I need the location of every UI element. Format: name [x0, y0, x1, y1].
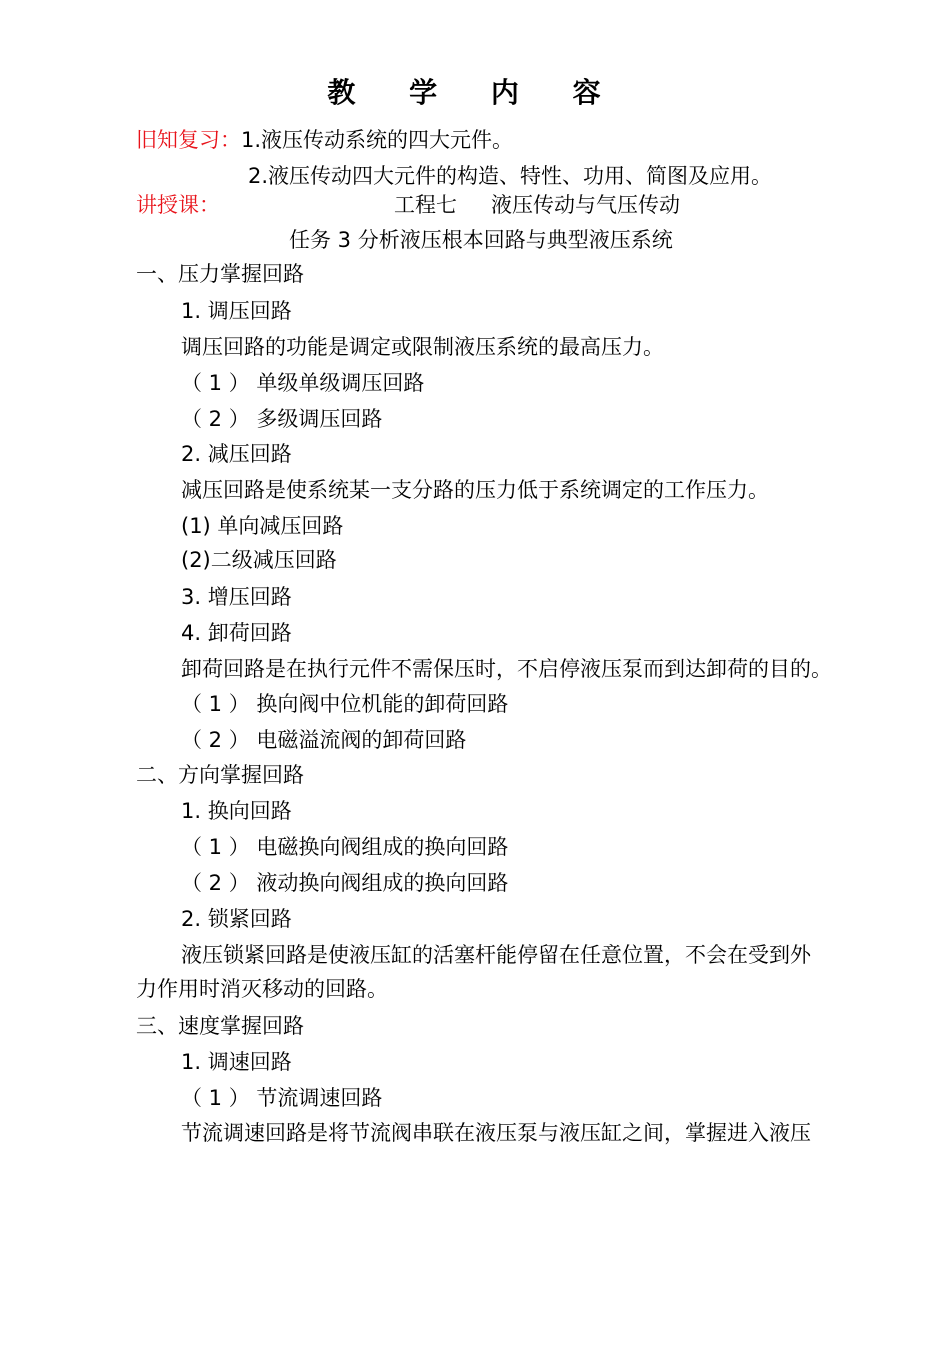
- list-item: (2)二级减压回路: [181, 548, 337, 572]
- paragraph: 卸荷回路是在执行元件不需保压时，不启停液压泵而到达卸荷的目的。: [181, 657, 832, 681]
- list-item: （ 1 ） 电磁换向阀组成的换向回路: [181, 835, 509, 859]
- lecture-label: 讲授课：: [136, 193, 220, 217]
- list-item: （ 1 ） 换向阀中位机能的卸荷回路: [181, 692, 509, 716]
- list-item: （ 2 ） 多级调压回路: [181, 407, 383, 431]
- review-line-1: [136, 126, 513, 154]
- paragraph: 调压回路的功能是调定或限制液压系统的最高压力。: [181, 335, 664, 359]
- section-heading: 一、压力掌握回路: [136, 262, 304, 286]
- section-heading: 三、速度掌握回路: [136, 1014, 304, 1038]
- project-heading: [394, 191, 680, 219]
- list-item: （ 2 ） 液动换向阀组成的换向回路: [181, 871, 509, 895]
- list-item: （ 2 ） 电磁溢流阀的卸荷回路: [181, 728, 467, 752]
- paragraph: 节流调速回路是将节流阀串联在液压泵与液压缸之间，掌握进入液压: [181, 1121, 811, 1145]
- section-heading: 二、方向掌握回路: [136, 763, 304, 787]
- subsection-heading: 3. 增压回路: [181, 585, 292, 609]
- subsection-heading: 2. 减压回路: [181, 442, 292, 466]
- project-title: 液压传动与气压传动: [491, 193, 680, 217]
- list-item: （ 1 ） 节流调速回路: [181, 1086, 383, 1110]
- paragraph: 减压回路是使系统某一支分路的压力低于系统调定的工作压力。: [181, 478, 769, 502]
- subsection-heading: 1. 换向回路: [181, 799, 292, 823]
- paragraph: 液压锁紧回路是使液压缸的活塞杆能停留在任意位置，不会在受到外: [181, 943, 811, 967]
- review-item-1: 1.液压传动系统的四大元件。: [241, 128, 514, 152]
- list-item: (1) 单向减压回路: [181, 514, 344, 538]
- task-heading: 任务 3 分析液压根本回路与典型液压系统: [289, 228, 673, 252]
- list-item: （ 1 ） 单级单级调压回路: [181, 371, 425, 395]
- subsection-heading: 4. 卸荷回路: [181, 621, 292, 645]
- subsection-heading: 1. 调速回路: [181, 1050, 292, 1074]
- project-number: 工程七: [394, 193, 457, 217]
- paragraph-continuation: 力作用时消灭移动的回路。: [136, 977, 388, 1001]
- subsection-heading: 2. 锁紧回路: [181, 907, 292, 931]
- review-label: 旧知复习：: [136, 128, 241, 152]
- subsection-heading: 1. 调压回路: [181, 299, 292, 323]
- review-item-2: 2.液压传动四大元件的构造、特性、功用、简图及应用。: [248, 164, 773, 188]
- page-title: 教 学 内 容: [327, 76, 623, 109]
